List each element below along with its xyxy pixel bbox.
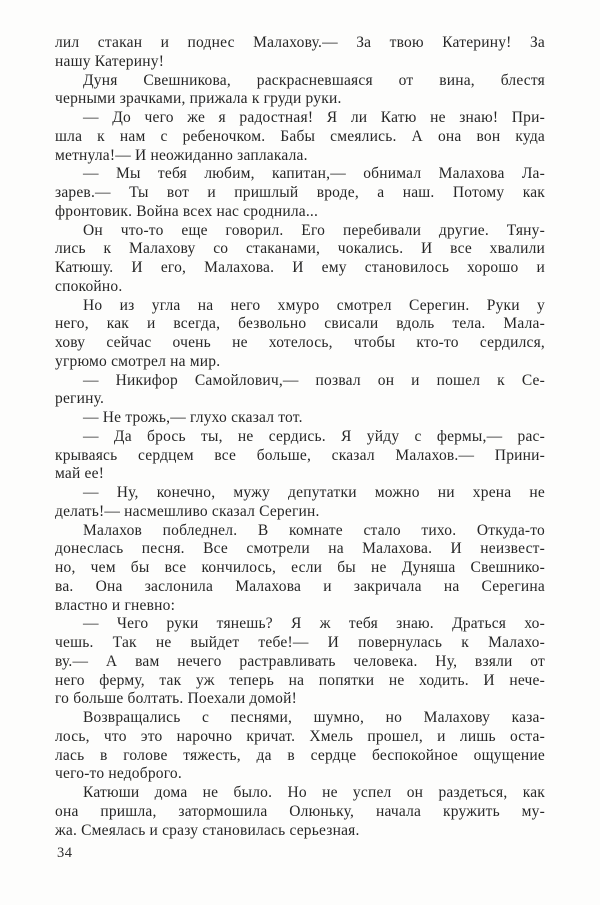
text-line: фронтовик. Война всех нас сроднила...: [55, 202, 319, 220]
text-line: — Мы тебя любим, капитан,— обнимал Малахова Ла-: [83, 165, 545, 183]
text-line: властно и гневно:: [55, 596, 176, 614]
text-line: — Никифор Самойлович,— позвал он и пошел к Се-: [83, 371, 545, 389]
text-line: Малахов побледнел. В комнате стало тихо. Откуда-то: [83, 521, 545, 539]
text-line: лось, что это нарочно кричат. Хмель прошел, и лишь оста-: [55, 727, 545, 745]
text-line: — Чего руки тянешь? Я ж тебя знаю. Драться хо-: [83, 615, 545, 633]
text-line: лил стакан и поднес Малахову.— За твою Катерину! За: [55, 34, 545, 51]
text-line: делать!— насмешливо сказал Серегин.: [55, 502, 320, 520]
text-line: крываясь сердцем все больше, сказал Малахов.— Прини-: [55, 446, 545, 464]
text-line: — Да брось ты, не сердись. Я уйду с фермы,— рас-: [83, 427, 545, 445]
text-line: — Не трожь,— глухо сказал тот.: [83, 409, 303, 426]
text-line: угрюмо смотрел на мир.: [55, 352, 221, 370]
text-line: го больше болтать. Поехали домой!: [55, 690, 297, 708]
text-line: май ее!: [55, 465, 105, 483]
page-text: [55, 34, 545, 840]
text-line: шла к нам с ребеночком. Бабы смеялись. А она вон куда: [55, 127, 545, 145]
text-line: регину.: [55, 390, 105, 408]
text-line: ва. Она заслонила Малахова и закричала на Серегина: [55, 577, 545, 595]
text-line: ву.— А вам нечего растравливать человека. Ну, взяли от: [55, 652, 545, 670]
text-line: но, чем бы все кончилось, если бы не Дуняша Свешнико-: [55, 559, 545, 576]
text-line: Возвращались с песнями, шумно, но Малахову каза-: [83, 709, 545, 726]
text-line: зарев.— Ты вот и пришлый вроде, а наш. Потому как: [55, 184, 545, 201]
text-line: него, как и всегда, безвольно свисали вдоль тела. Мала-: [55, 315, 545, 333]
text-line: черными зрачками, прижала к груди руки.: [55, 90, 342, 108]
text-line: лась в голове тяжесть, да в сердце беспокойное ощущение: [55, 746, 545, 764]
text-line: лись к Малахову со стаканами, чокались. И все хвалили: [55, 240, 545, 258]
text-line: Катюши дома не было. Но не успел он раздеться, как: [83, 784, 545, 801]
text-line: чего-то недоброго.: [55, 765, 182, 783]
text-line: жа. Смеялась и сразу становилась серьезная.: [55, 821, 360, 839]
text-line: спокойно.: [55, 277, 123, 295]
text-line: чешь. Так не выйдет тебе!— И повернулась к Малахо-: [55, 634, 545, 651]
text-line: него ферму, так уж теперь на попятки не ходить. И нече-: [55, 671, 545, 689]
text-line: Дуня Свешникова, раскрасневшаяся от вина, блестя: [83, 71, 545, 89]
text-line: нашу Катерину!: [55, 52, 165, 70]
text-line: хову сейчас очень не хотелось, чтобы кто-то сердился,: [55, 334, 545, 351]
page-number: 34: [57, 845, 73, 861]
text-line: донеслась песня. Все смотрели на Малахова. И неизвест-: [55, 540, 545, 558]
text-line: метнула!— И неожиданно заплакала.: [55, 146, 308, 164]
text-line: она пришла, затормошила Олюньку, начала кружить му-: [55, 802, 545, 820]
text-line: — Ну, конечно, мужу депутатки можно ни хрена не: [83, 484, 545, 501]
text-line: Но из угла на него хмуро смотрел Серегин. Руки у: [83, 296, 545, 314]
text-line: — До чего же я радостная! Я ли Катю не знаю! При-: [83, 109, 545, 126]
text-line: Он что-то еще говорил. Его перебивали другие. Тяну-: [83, 221, 545, 239]
text-line: Катюшу. И его, Малахова. И ему становилось хорошо и: [55, 259, 545, 276]
